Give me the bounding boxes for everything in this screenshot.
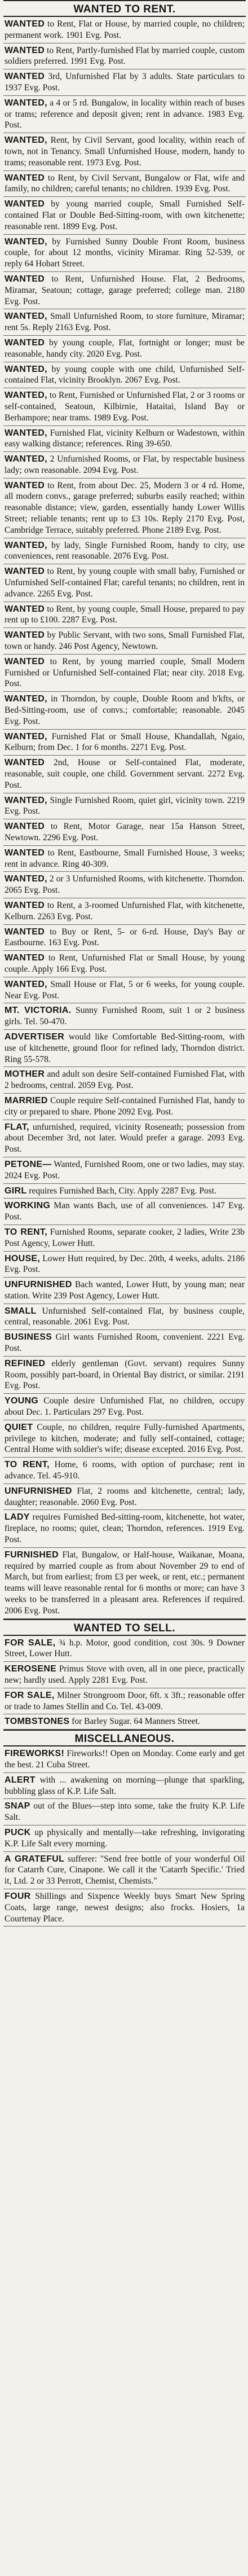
ad-lead-word: WANTED	[5, 656, 45, 666]
ad-lead-word: KEROSENE	[5, 1664, 57, 1674]
ad-lead-word: PETONE—	[5, 1159, 52, 1169]
ad-body-text: Couple, no children, require Fully-furnished Apartments, privilege to kitchen, moderate; and fully self-contained, cottage; Central Home with soldier's wife; disease excepted. 2016 Evg. Post.	[5, 1422, 245, 1455]
ad-body-text: Girl wants Furnished Room, convenient. 2221 Evg. Post.	[5, 1332, 245, 1354]
ad-lead-word: QUIET	[5, 1422, 33, 1432]
ad-lead-word: WANTED	[5, 173, 45, 183]
ad-body-text: requires Furnished Bed-sitting-room, kitchenette, hot water, fireplace, no rooms; quiet, clean; Thorndon, references. 1919 Evg. Post.	[5, 1512, 245, 1545]
classified-ad	[3, 336, 246, 362]
ad-lead-word: FIREWORKS!	[5, 1749, 65, 1759]
ad-body-text: Furnished Flat, vicinity Kelburn or Wadestown, within easy walking distance; references. Ring 39-650.	[5, 428, 245, 449]
ad-body-text: to Rent, by young couple, Small House, prepared to pay rent up to £100. 2287 Evg. Post.	[5, 604, 245, 625]
classified-ad	[3, 1030, 246, 1067]
classified-ad	[3, 655, 246, 692]
ad-lead-word: FOR SALE,	[5, 1690, 55, 1700]
ad-lead-word: TO RENT,	[5, 1227, 47, 1237]
classified-ad	[3, 793, 246, 820]
section-heading: WANTED TO SELL.	[3, 1619, 246, 1636]
classified-ad	[3, 197, 246, 234]
ad-body-text: Home, 6 rooms, with option of purchase; rent in advance. Tel. 45-910.	[5, 1460, 245, 1481]
ad-body-text: Primus Stove with oven, all in one piece, practically new; hardly used. Apply 2281 Evg. Post.	[5, 1664, 245, 1685]
ad-body-text: by young married couple, Small Furnished Self-contained Flat or Double Bed-Sitting-room, with own kitchenette; reasonable rent. 1899 Evg. Post.	[5, 199, 245, 231]
classified-ad	[3, 756, 246, 793]
ad-lead-word: GIRL	[5, 1186, 27, 1196]
ad-lead-word: WANTED,	[5, 731, 47, 741]
ad-body-text: in Thorndon, by couple, Double Room and b'kfts, or Bed-Sitting-room, use of convs.; comfortable; reasonable. 2045 Evg. Post.	[5, 694, 245, 726]
ad-body-text: by lady, Single Furnished Room, handy to city, use conveniences, rent reasonable. 2076 Evg. Post.	[5, 540, 245, 561]
classified-ad	[3, 309, 246, 336]
ad-lead-word: WANTED,	[5, 694, 47, 704]
ad-body-text: Rent, by Civil Servant, good locality, within reach of town, not in Tenancy. Small Unfurnished House, modern, handy to trams; reasonable rent. 1973 Evg. Post.	[5, 135, 245, 168]
ad-lead-word: ADVERTISER	[5, 1032, 65, 1042]
classified-ad	[3, 1304, 246, 1331]
classified-ad	[3, 1252, 246, 1278]
classified-ad	[3, 43, 246, 70]
ad-lead-word: WANTED	[5, 848, 45, 858]
ad-lead-word: WANTED,	[5, 364, 47, 374]
classified-ad	[3, 1510, 246, 1547]
ad-lead-word: WANTED,	[5, 540, 47, 550]
ad-lead-word: WANTED	[5, 19, 45, 29]
classified-ad	[3, 1746, 246, 1773]
ad-body-text: to Rent, Flat or House, by married couple, no children; permanent work. 1901 Evg. Post.	[5, 19, 245, 40]
section-heading: WANTED TO RENT.	[3, 0, 246, 17]
classified-ad	[3, 1484, 246, 1511]
ad-body-text: to Rent, from about Dec. 25, Modern 3 or 4 rd. Home, all modern convs., garage preferred; suburbs easily reached; within reasonable distance; view, garden, essentially handy Lower Willis Street; reliable tenants; rent up to £3 10s. Reply 2170 Evg. Post, Cambridge Terrace, suitably preferred. Phone 2189 Evg. Post.	[5, 480, 245, 535]
ad-body-text: to Rent, by young couple with small baby, Furnished or Unfurnished Self-contained Flat; careful tenants; no children, rent in advance. 2265 Evg. Post.	[5, 567, 245, 599]
ad-body-text: to Rent, Unfurnished Flat or Small House, by young couple. Apply 166 Evg. Post.	[5, 953, 245, 974]
ad-body-text: sufferer: "Send free bottle of your wonderful Oil for Catarrh Cure, Cinapone. We call it the 'Catarrh Specific.' Tried it, Ltd. 2 or 33 Perrott, Chemist, Chemists."	[5, 1854, 245, 1886]
ad-lead-word: WANTED	[5, 274, 45, 284]
ad-body-text: to Rent, by Civil Servant, Bungalow or Flat, wife and family, no children; careful tenants; no children. 1939 Evg. Post.	[5, 173, 245, 194]
ad-lead-word: WANTED	[5, 567, 45, 577]
ad-body-text: Milner Strongroom Door, 6ft. x 3ft.; reasonable offer or trade to James Stellin and Co. Tel. 43-009.	[5, 1690, 245, 1712]
ad-lead-word: WANTED	[5, 604, 45, 614]
classified-ad	[3, 1662, 246, 1688]
ad-lead-word: WANTED,	[5, 135, 47, 146]
classified-ad	[3, 1003, 246, 1030]
section-heading: MISCELLANEOUS.	[3, 1730, 246, 1746]
classified-ad	[3, 1852, 246, 1889]
ad-body-text: to Rent, a 3-roomed Unfurnished Flat, with kitchenette, Kelburn. 2263 Evg. Post.	[5, 900, 245, 921]
classified-ad	[3, 1157, 246, 1184]
ad-body-text: Man wants Bach, use of all conveniences. 147 Evg. Post.	[5, 1201, 245, 1222]
ad-body-text: to Rent, Eastbourne, Small Furnished House, 3 weeks; rent in advance. Ring 40-309.	[5, 848, 245, 869]
ad-lead-word: FOUR	[5, 1891, 31, 1901]
ad-body-text: unfurnished, required, vicinity Roseneath; possession from about December 3rd, not later. Would prefer a garage. 2093 Evg. Post.	[5, 1122, 245, 1155]
classified-ad	[3, 17, 246, 43]
classified-ad	[3, 1330, 246, 1357]
classified-ad	[3, 1278, 246, 1304]
ad-lead-word: TO RENT,	[5, 1460, 50, 1470]
classified-ad	[3, 388, 246, 425]
ad-lead-word: UNFURNISHED	[5, 1280, 72, 1290]
ad-lead-word: REFINED	[5, 1358, 46, 1368]
ad-body-text: to Rent, by young married couple, Small Modern Furnished or Unfurnished Self-contained Flat; near city. 2018 Evg. Post.	[5, 656, 245, 689]
classified-ad	[3, 872, 246, 898]
ad-body-text: and adult son desire Self-contained Furnished Flat, with 2 bedrooms, central. 2059 Evg. Post.	[5, 1069, 245, 1091]
classified-ad	[3, 925, 246, 951]
classified-ad	[3, 426, 246, 453]
ad-body-text: Lower Hutt required, by Dec. 20th, 4 weeks, adults. 2186 Evg. Post.	[5, 1253, 245, 1275]
ad-lead-word: WANTED,	[5, 979, 47, 989]
ad-lead-word: FURNISHED	[5, 1550, 59, 1560]
ad-lead-word: WANTED	[5, 953, 45, 963]
ad-body-text: Small Unfurnished Room, to store furniture, Miramar; rent 5s. Reply 2163 Evg. Post.	[5, 311, 245, 333]
ad-body-text: Couple require Self-contained Furnished Flat, handy to city or prepared to share. Phone 2092 Evg. Post.	[5, 1095, 245, 1117]
classified-ad	[3, 479, 246, 538]
ad-lead-word: FOR SALE,	[5, 1638, 56, 1648]
ad-body-text: to Rent, Partly-furnished Flat by married couple, custom soldiers preferred. 1991 Evg. Post.	[5, 45, 245, 67]
ad-lead-word: WANTED,	[5, 454, 47, 464]
classified-ad	[3, 1184, 246, 1199]
ad-lead-word: WORKING	[5, 1201, 51, 1211]
ad-body-text: Bach wanted, Lower Hutt, by young man; near station. Write 239 Post Agency, Lower Hutt.	[5, 1280, 245, 1301]
ad-lead-word: WANTED,	[5, 236, 47, 247]
ad-body-text: by young couple, Flat, fortnight or longer; must be reasonable, handy city. 2020 Evg. Post.	[5, 337, 245, 359]
classified-ad	[3, 1225, 246, 1252]
ad-body-text: Shillings and Sixpence Weekly buys Smart New Spring Coats, large range, newest designs; also frocks. Hosiers, 1a Courtenay Place.	[5, 1891, 245, 1924]
ad-body-text: Small House or Flat, 5 or 6 weeks, for young couple. Near Evg. Post.	[5, 979, 245, 1000]
classified-ad	[3, 1420, 246, 1458]
ad-lead-word: WANTED	[5, 822, 45, 832]
classified-ad	[3, 846, 246, 872]
ad-lead-word: UNFURNISHED	[5, 1486, 72, 1496]
classified-ad	[3, 1714, 246, 1730]
ad-body-text: ¾ h.p. Motor, good condition, cost 30s. 9 Downer Street, Lower Hutt.	[5, 1638, 245, 1659]
ad-lead-word: WANTED	[5, 337, 45, 348]
classified-ad	[3, 730, 246, 756]
ad-body-text: Single Furnished Room, quiet girl, vicinity town. 2219 Evg. Post.	[5, 795, 245, 817]
ad-lead-word: HOUSE,	[5, 1253, 41, 1263]
section-miscellaneous	[3, 1730, 246, 1926]
ad-lead-word: BUSINESS	[5, 1332, 52, 1342]
classified-ad	[3, 1357, 246, 1394]
ad-body-text: would like Comfortable Bed-Sitting-room, with use of kitchenette, ground floor for refined lady, Thorndon district. Ring 55-578.	[5, 1032, 245, 1064]
classified-ad	[3, 602, 246, 629]
ad-body-text: with ... awakening on morning—plunge that sparkling, bubbling glass of K.P. Life Salt.	[5, 1775, 245, 1796]
classified-ad	[3, 628, 246, 655]
ad-body-text: Furnished Rooms, separate cooker, 2 ladies, Write 23b Post Agency, Lower Hutt.	[5, 1227, 245, 1248]
ad-body-text: for Barley Sugar. 64 Manners Street.	[72, 1717, 200, 1727]
classified-ad	[3, 819, 246, 846]
ad-lead-word: MT. VICTORIA.	[5, 1006, 72, 1016]
ad-body-text: to Rent, Unfurnished House. Flat, 2 Bedrooms, Miramar, Seatoun; cottage, garage preferred; college man. 2180 Evg. Post.	[5, 274, 245, 306]
ad-lead-word: TOMBSTONES	[5, 1717, 70, 1727]
ad-body-text: 2 Unfurnished Rooms, or Flat, by respectable business lady; own reasonable. 2094 Evg. Post.	[5, 454, 245, 475]
ad-lead-word: ALERT	[5, 1775, 36, 1785]
ad-lead-word: WANTED	[5, 758, 45, 768]
ad-lead-word: WANTED,	[5, 874, 47, 884]
classified-ad	[3, 1799, 246, 1825]
classified-ad	[3, 171, 246, 198]
ad-lead-word: MARRIED	[5, 1095, 48, 1105]
classified-ad	[3, 1094, 246, 1120]
ad-body-text: up physically and mentally—take refreshing, invigorating K.P. Life Salt every morning.	[5, 1827, 245, 1849]
ad-lead-word: MOTHER	[5, 1069, 45, 1079]
classified-ad	[3, 1458, 246, 1484]
ad-lead-word: WANTED,	[5, 311, 47, 322]
ad-lead-word: LADY	[5, 1512, 30, 1522]
ad-body-text: Fireworks!! Open on Monday. Come early and get the best. 21 Cuba Street.	[5, 1749, 245, 1770]
ad-body-text: Flat, Bungalow, or Half-house, Waikanae, Moana, required by married couple as from about November 29 to end of March, but from earliest; from £3 per week, or rent, etc.; permanent teams will leave reasonable rental for 6 months or more; can have 3 weeks to be transferred in a pleasant area. References if required. 2006 Evg. Post.	[5, 1550, 245, 1616]
ad-lead-word: WANTED,	[5, 795, 47, 805]
ad-body-text: Flat, 2 rooms and kitchenette, central; lady, daughter; reasonable. 2060 Evg. Post.	[5, 1486, 245, 1507]
ad-body-text: a 4 or 5 rd. Bungalow, in locality within reach of buses or trams; reference and deposit given; rent in advance. 1983 Evg. Post.	[5, 98, 245, 130]
section-wanted-to-rent	[3, 0, 246, 1619]
ad-lead-word: WANTED	[5, 900, 45, 910]
ad-body-text: out of the Blues—step into some, take the fruity K.P. Life Salt.	[5, 1801, 245, 1823]
ad-lead-word: A GRATEFUL	[5, 1854, 65, 1864]
ad-body-text: by Furnished Sunny Double Front Room, business couple, for about 12 months, vicinity Miramar. Ring 52-539, or reply 64 Hobart Street.	[5, 236, 245, 269]
ad-body-text: by young couple with one child, Unfurnished Self-contained Flat, vicinity Brooklyn. 2067 Evg. Post.	[5, 364, 245, 385]
ad-lead-word: WANTED	[5, 480, 45, 490]
classified-ad	[3, 362, 246, 389]
classified-ad	[3, 1067, 246, 1094]
ad-body-text: 2 or 3 Unfurnished Rooms, with kitchenette. Thorndon. 2065 Evg. Post.	[5, 874, 245, 896]
ad-lead-word: WANTED	[5, 927, 45, 937]
classified-ad	[3, 133, 246, 170]
ad-body-text: 2nd, House or Self-contained Flat, moderate, reasonable, suit couple, one child. Government servant. 2272 Evg. Post.	[5, 758, 245, 790]
classified-ad	[3, 272, 246, 309]
ad-lead-word: WANTED,	[5, 390, 47, 401]
ad-lead-word: PUCK	[5, 1827, 31, 1837]
classified-ad	[3, 977, 246, 1004]
classified-ad	[3, 452, 246, 479]
classified-ad	[3, 1889, 246, 1926]
ad-body-text: to Rent, Motor Garage, near 15a Hanson Street, Newtown. 2296 Evg. Post.	[5, 822, 245, 842]
ad-lead-word: SNAP	[5, 1801, 30, 1811]
classified-ad	[3, 898, 246, 925]
classified-ad	[3, 1394, 246, 1420]
ad-body-text: elderly gentleman (Govt. servant) requires Sunny Room, possibly part-board, in Oriental Bay district, or similar. 2191 Evg. Post.	[5, 1358, 245, 1391]
ad-lead-word: YOUNG	[5, 1396, 39, 1406]
classified-ad	[3, 1548, 246, 1619]
classified-ad	[3, 951, 246, 977]
classified-ad	[3, 69, 246, 96]
ad-lead-word: FLAT,	[5, 1122, 29, 1132]
classified-ad	[3, 1199, 246, 1225]
classified-ad	[3, 538, 246, 565]
classified-ad	[3, 1773, 246, 1800]
classified-ad	[3, 564, 246, 602]
ad-body-text: Couple desire Unfurnished Flat, no children, occupy about Dec. 1. Particulars 297 Evg. Post.	[5, 1396, 245, 1418]
ad-body-text: Sunny Furnished Room, suit 1 or 2 business girls. Tel. 50-470.	[5, 1006, 245, 1027]
ad-body-text: Furnished Flat or Small House, Khandallah, Ngaio, Kelburn; from Dec. 1 for 6 months. 2271 Evg. Post.	[5, 731, 245, 753]
classified-ad	[3, 96, 246, 133]
ad-body-text: Unfurnished Self-contained Flat, by business couple, central, reasonable. 2061 Evg. Post.	[5, 1306, 245, 1327]
ad-lead-word: WANTED,	[5, 98, 47, 108]
classified-ad	[3, 1688, 246, 1715]
classified-ad	[3, 692, 246, 729]
classified-ad	[3, 1120, 246, 1157]
ad-body-text: 3rd, Unfurnished Flat by 3 adults. State particulars to 1937 Evg. Post.	[5, 72, 245, 93]
ad-lead-word: WANTED,	[5, 428, 47, 438]
ad-lead-word: WANTED	[5, 199, 45, 209]
ad-body-text: by Public Servant, with two sons, Small Furnished Flat, town or handy. 246 Post Agency, Newtown.	[5, 630, 245, 652]
ad-body-text: Wanted, Furnished Room, one or two ladies, may stay. 2024 Evg. Post.	[5, 1159, 245, 1181]
ad-body-text: to Rent, Furnished or Unfurnished Flat, 2 or 3 rooms or self-contained, Seatoun, Kilbirnie, Hataitai, Island Bay or Berhampore; near trams. 1989 Evg. Post.	[5, 390, 245, 423]
section-wanted-to-sell	[3, 1619, 246, 1730]
ad-lead-word: WANTED	[5, 630, 45, 640]
ad-body-text: to Buy or Rent, 5- or 6-rd. House, Day's Bay or Eastbourne. 163 Evg. Post.	[5, 927, 245, 948]
classified-ad	[3, 1825, 246, 1852]
ad-lead-word: WANTED	[5, 45, 45, 55]
classified-ad	[3, 1636, 246, 1662]
ad-body-text: requires Furnished Bach, City. Apply 2287 Evg. Post.	[29, 1186, 216, 1196]
ad-lead-word: WANTED	[5, 72, 45, 82]
ad-lead-word: SMALL	[5, 1306, 37, 1316]
classified-ad	[3, 235, 246, 272]
